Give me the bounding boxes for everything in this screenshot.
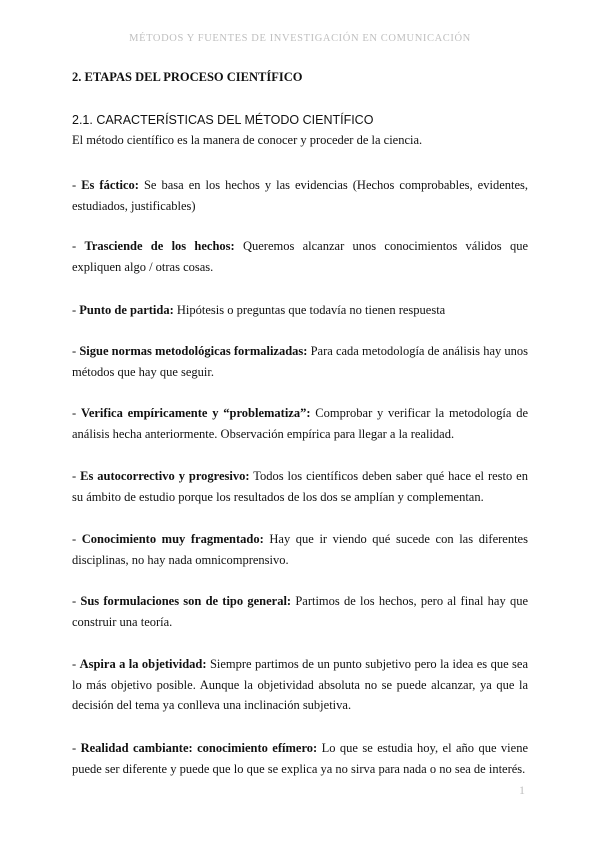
intro-paragraph: El método científico es la manera de conocer y proceder de la ciencia. [72,133,423,147]
list-dash: - [72,303,80,317]
list-dash: - [72,344,80,358]
list-dash: - [72,239,85,253]
item-text: Para cada metodología de análisis hay unos métodos que hay que seguir. [72,344,528,379]
item-term: Sigue normas metodológicas formalizadas: [79,344,308,358]
list-item [72,654,528,716]
item-text: Todos los científicos deben saber qué hace el resto en su ámbito de estudio porque los resultados de los dos se amplían y complementan. [72,469,528,504]
item-term: Es autocorrectivo y progresivo: [80,469,250,483]
list-item [72,236,528,277]
item-term: Sus formulaciones son de tipo general: [80,594,292,608]
item-text: Se basa en los hechos y las evidencias (Hechos comprobables, evidentes, estudiados, justificables) [72,178,529,213]
item-term: Punto de partida: [79,303,174,317]
list-item [72,175,528,216]
section-title: 2. ETAPAS DEL PROCESO CIENTÍFICO [72,70,303,84]
list-item [72,403,528,444]
item-term: Trasciende de los hechos: [84,239,235,253]
item-term: Aspira a la objetividad: [79,657,207,671]
list-item [72,466,528,507]
item-term: Verifica empíricamente y “problematiza”: [80,406,311,420]
item-term: Conocimiento muy fragmentado: [81,532,264,546]
item-text: Partimos de los hechos, pero al final hay que construir una teoría. [72,594,528,629]
list-item [72,300,528,321]
list-dash: - [72,594,81,608]
list-dash: - [72,469,81,483]
item-term: Realidad cambiante: conocimiento efímero: [80,741,318,755]
list-dash: - [72,178,82,192]
list-dash: - [72,532,82,546]
list-dash: - [72,657,80,671]
item-text: Comprobar y verificar la metodología de análisis hecha anteriormente. Observación empírica para llegar a la realidad. [72,406,529,441]
item-text: Lo que se estudia hoy, el año que viene puede ser diferente y puede que lo que se explica ya no sirva para nada o no sea de interés. [72,741,528,776]
running-header: MÉTODOS Y FUENTES DE INVESTIGACIÓN EN COMUNICACIÓN [129,33,471,44]
list-item [72,529,528,570]
list-item [72,591,528,632]
item-text: Hay que ir viendo qué sucede con las diferentes disciplinas, no hay nada omnicomprensivo. [72,532,528,567]
subsection-title: 2.1. CARACTERÍSTICAS DEL MÉTODO CIENTÍFICO [72,113,374,127]
item-text: Siempre partimos de un punto subjetivo pero la idea es que sea lo más objetivo posible. Aunque la objetividad absoluta no se puede alcanzar, ya que la decisión del tema ya conlleva una inclinación subjetiva. [72,657,528,712]
item-text: Hipótesis o preguntas que todavía no tienen respuesta [173,303,446,317]
list-item [72,738,528,779]
item-term: Es fáctico: [81,178,139,192]
list-dash: - [72,406,81,420]
item-text: Queremos alcanzar unos conocimientos válidos que expliquen algo / otras cosas. [72,239,528,274]
page-number: 1 [519,783,525,797]
list-item [72,341,528,382]
list-dash: - [72,741,81,755]
